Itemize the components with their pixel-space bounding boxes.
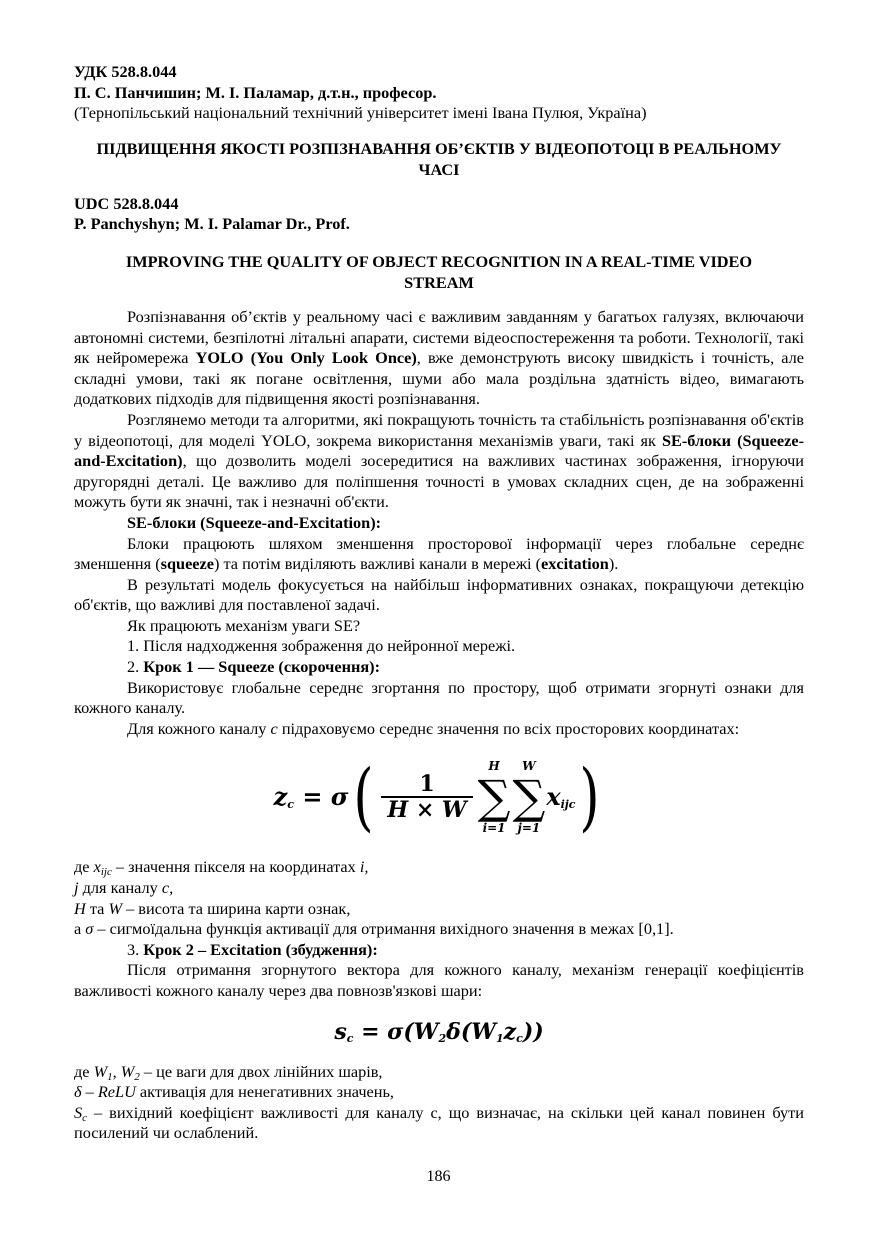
paragraph-intro (74, 307, 804, 410)
text: – це ваги для двох лінійних шарів, (139, 1061, 383, 1081)
fraction-denominator: H × W (381, 796, 472, 821)
text: ). (608, 554, 619, 574)
fraction-numerator: 1 (419, 770, 435, 797)
list-item-2 (74, 657, 804, 678)
z-subscript: c (287, 798, 294, 812)
var-x (93, 857, 112, 879)
paragraph-methods (74, 410, 804, 513)
var-h: H (74, 898, 86, 918)
page-body (74, 62, 804, 1144)
var-w2 (121, 1062, 140, 1081)
sum-lower: j=1 (517, 821, 541, 836)
text: активація для ненегативних значень, (135, 1082, 394, 1102)
equals-sigma: = σ (293, 782, 349, 812)
text: для каналу (78, 878, 162, 898)
summand (546, 782, 576, 812)
text: де (74, 857, 94, 877)
sigma-icon: ∑ (512, 769, 546, 824)
right-paren: ) (579, 754, 601, 841)
text: – висота та ширина карти ознак, (122, 898, 351, 918)
text: Розглянемо методи та алгоритми, які покращують точність та стабільність розпізнавання об'єктів у відеопотоці, для моделі YOLO, зокрема використання механізмів уваги, такі як (74, 409, 804, 450)
text: Для кожного каналу (127, 718, 271, 738)
s-symbol: S (74, 1102, 83, 1122)
text: , (112, 1061, 121, 1081)
se-term: SE-блоки (Squeeze-and-Excitation) (74, 430, 804, 471)
var-j: j (74, 878, 79, 898)
text: , вже демонструють високу швидкість і точність, але складні умови, такі як погане освітлення, шуми або мала роздільна здатність відео, вимагають додаткових підходів для підвищення якості розпізнавання. (74, 348, 804, 409)
left-paren: ( (352, 754, 374, 841)
var-c: c, (161, 878, 174, 898)
squeeze-term: squeeze (160, 554, 214, 574)
list-item-3 (74, 940, 804, 961)
authors-ua: П. С. Панчишин; М. І. Паламар, д.т.н., професор. (74, 82, 437, 102)
paragraph-squeeze: Використовує глобальне середнє згортання по простору, щоб отримати згорнуті ознаки для кожного каналу. (74, 677, 804, 718)
sum-lower: i=1 (482, 821, 506, 836)
var-c: c (270, 718, 278, 738)
sum-j (512, 756, 545, 839)
se-heading: SE-блоки (Squeeze-and-Excitation): (127, 512, 382, 532)
s-subscript: c (82, 1111, 88, 1124)
z-symbol: z (273, 782, 288, 812)
paragraph-result: В результаті модель фокусується на найбільш інформативних ознаках, покращуючи детекцію об'єктів, що важливі для поставленої задачі. (74, 574, 804, 615)
x-subscript: ijc (560, 798, 576, 812)
authors-en: P. Panchyshyn; M. I. Palamar Dr., Prof. (74, 214, 350, 234)
sigma-icon: ∑ (477, 769, 511, 824)
list-item-1: 1. Після надходження зображення до нейронної мережі. (127, 636, 516, 656)
text: , що дозволить моделі зосередитися на важливих частинах зображення, ігноруючи другорядні деталі. Це важливо для поліпшення точності в умовах складних сцен, де на зображенні можуть бути як значні, так і незначні об'єкти. (74, 451, 804, 512)
affiliation-ua: (Тернопільський національний технічний університет імені Івана Пулюя, Україна) (74, 103, 647, 123)
w-symbol: W (93, 1061, 108, 1081)
formula-squeeze (74, 745, 804, 849)
var-w: W (108, 898, 123, 918)
text: – сигмоїдальна функція активації для отримання вихідного значення в межах [0,1]. (93, 919, 674, 939)
text: де (74, 1061, 94, 1081)
paragraph-excitation: Після отримання згорнутого вектора для кожного каналу, механізм генерації коефіцієнтів важливості кожного каналу через два повнозв'язкові шари: (74, 960, 804, 1000)
var-delta: δ – ReLU (74, 1082, 136, 1102)
definition-sigma (74, 919, 804, 940)
udc-en: UDC 528.8.044 (74, 193, 179, 213)
step-2-heading: Крок 2 – Excitation (збудження): (143, 939, 378, 959)
paragraph-per-channel (74, 719, 804, 740)
list-number: 2. (127, 657, 144, 677)
step-1-heading: Крок 1 — Squeeze (скорочення): (143, 657, 380, 677)
w-subscript: 1 (107, 1070, 113, 1083)
sum-upper: H (488, 759, 500, 774)
formula-excitation-text: $s_c = \sigma(W_2\delta(W_1z_c))$ (334, 1019, 544, 1046)
text: – вихідний коефіцієнт важливості для каналу c, що визначає, на скільки цей канал повинен бути посилений чи ослаблений. (74, 1102, 804, 1143)
list-number: 3. (127, 939, 144, 959)
text: Розпізнавання об’єктів у реальному часі є важливим завданням у багатьох галузях, включаючи автономні системи, безпілотні літальні апарати, системи відеоспостереження та роботи. Технології, такі як нейромережа (74, 306, 804, 368)
text: ) та потім виділяють важливі канали в мережі ( (213, 554, 541, 574)
x-symbol: x (546, 782, 561, 812)
yolo-term: YOLO (You Only Look Once) (195, 348, 417, 368)
var-sc (74, 1103, 87, 1122)
udk-ua: УДК 528.8.044 (74, 62, 177, 81)
definition-weights (74, 1062, 804, 1083)
formula-lhs (273, 782, 349, 812)
title-ua: ПІДВИЩЕННЯ ЯКОСТІ РОЗПІЗНАВАННЯ ОБ’ЄКТІВ У ВІДЕОПОТОЦІ В РЕАЛЬНОМУ ЧАСІ (96, 138, 782, 179)
fraction (381, 770, 472, 824)
x-subscript: ijc (100, 866, 112, 879)
definition-x (74, 857, 804, 878)
var-w1 (94, 1062, 113, 1081)
w-subscript: 2 (134, 1070, 140, 1083)
definition-hw (74, 899, 804, 920)
var-i: i, (359, 857, 369, 877)
var-sigma: σ (85, 919, 94, 939)
w-symbol: W (120, 1061, 135, 1081)
text: підраховуємо середнє значення по всіх просторових координатах: (277, 718, 740, 738)
excitation-term: excitation (540, 554, 609, 574)
x-symbol: x (93, 857, 101, 877)
formula-excitation (74, 1008, 804, 1058)
title-en: IMPROVING THE QUALITY OF OBJECT RECOGNITION IN A REAL-TIME VIDEO STREAM (125, 251, 753, 292)
definition-sc (74, 1103, 804, 1144)
text: та (85, 898, 109, 918)
sum-i (478, 756, 511, 839)
text: Блоки працюють шляхом зменшення просторової інформації через глобальне середнє зменшення ( (74, 533, 804, 574)
sum-upper: W (522, 759, 536, 774)
text: – значення пікселя на координатах (111, 857, 360, 877)
definition-j (74, 878, 804, 899)
paragraph-question: Як працюють механізм уваги SE? (127, 615, 361, 635)
page-number: 186 (426, 1168, 451, 1185)
definition-delta (74, 1082, 804, 1103)
paragraph-se-blocks (74, 534, 804, 575)
text: а (74, 919, 86, 939)
